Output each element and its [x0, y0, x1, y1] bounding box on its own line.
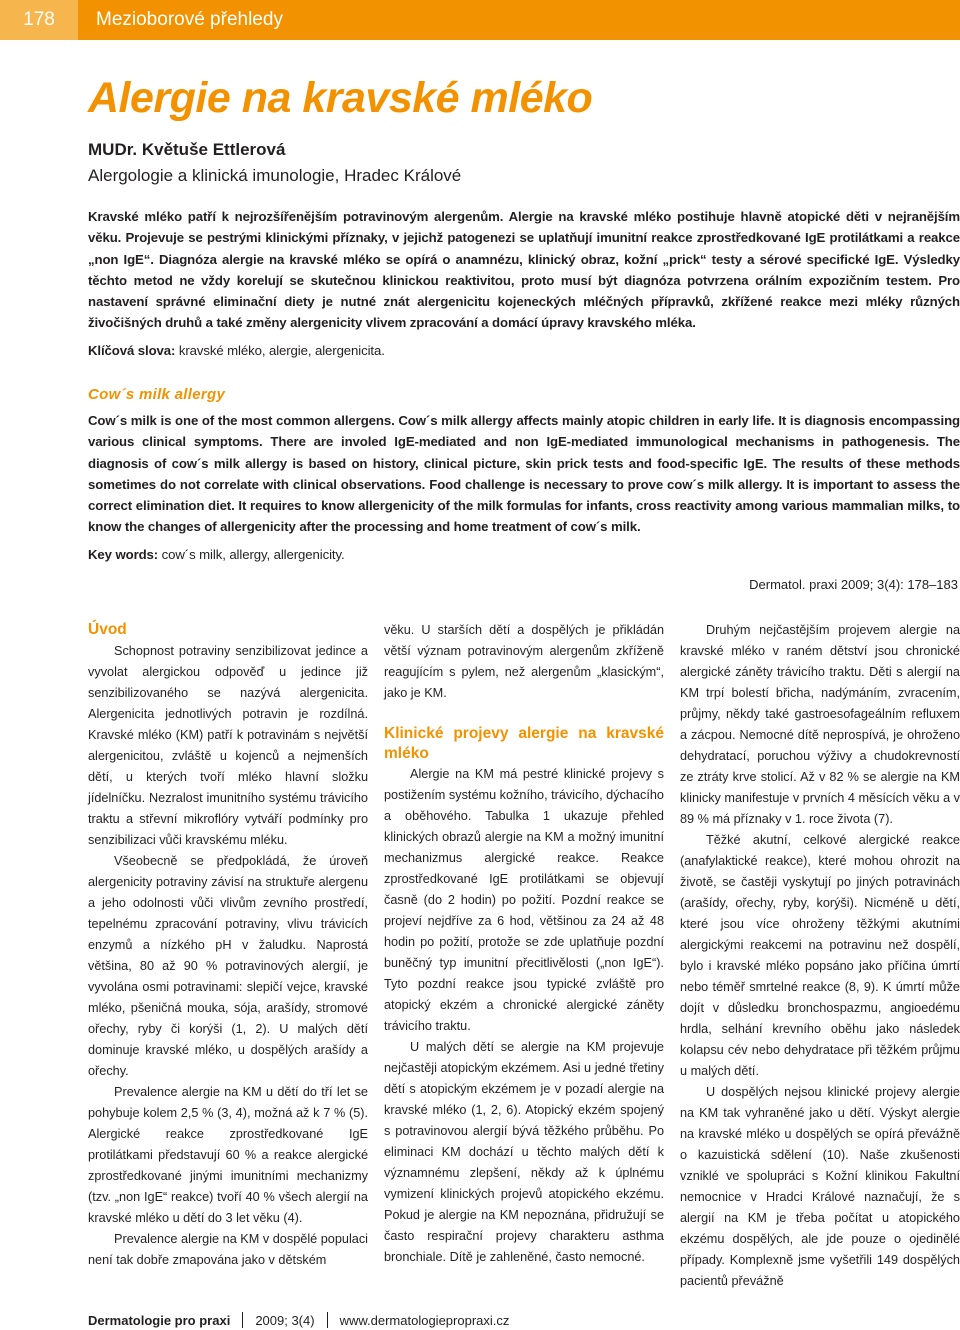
paragraph: Všeobecně se předpokládá, že úroveň alergenicity potraviny závisí na struktuře alergenu a jeho odolnosti vůči vlivům zevního prostředí, tepelnému zpracování potraviny, vlivu trávicích enzymů a nízkého pH v žaludku. Naprostá většina, 80 až 90 % potravinových alergií, je vyvolána osmi potravinami: slepičí vejce, kravské mléko, pšeničná mouka, sója, arašídy, stromové ořechy, ryby či korýši (1, 2). U malých dětí dominuje kravské mléko, u dospělých arašídy a ořechy. [88, 854, 368, 1078]
author-affiliation: Alergologie a klinická imunologie, Hradec Králové [88, 166, 462, 185]
heading-klinicke-projevy: Klinické projevy alergie na kravské mléko [384, 725, 664, 762]
paragraph: Schopnost potraviny senzibilizovat jedince a vyvolat alergickou odpověď u jedince již senzibilizovaného se nazývá alergenicita. Alergenicita jednotlivých potravin je rozdílná. Kravské mléko (KM) patří k potravinám s největší alergenicitou, zvláště u kojenců a nejmenších dětí, u kterých tvoří mléko hlavní složku jídelníčku. Nezralost imunitního systému trávicího traktu a střevní mikroflóry vytváří podmínky pro senzibilizaci vůči kravskému mléku. [88, 644, 368, 847]
abstract-czech [88, 206, 960, 361]
section-title: Mezioborové přehledy [96, 9, 283, 30]
article-title: Alergie na kravské mléko [88, 74, 593, 122]
keywords-english-label: Key words: [88, 546, 159, 562]
citation: Dermatol. praxi 2009; 3(4): 178–183 [749, 577, 958, 592]
keywords-english [88, 544, 960, 565]
column-3 [680, 620, 960, 1292]
paragraph: Alergie na KM má pestré klinické projevy s postižením systému kožního, trávicího, dýchacího a oběhového. Tabulka 1 ukazuje přehled klinických obrazů alergie na KM a možný imunitní mechanizmus alergické reakce. Reakce zprostředkované IgE protilátkami se objevují časně (do 2 hodin) po požití. Pozdní reakce se projeví nejdříve za 6 hod, většinou za 24 až 48 hodin po požití, protože se zde uplatňuje pozdní buněčný typ imunitní přecitlivělosti („non IgE“). Tyto pozdní reakce jsou typické zvláště pro atopický ekzém a chronické alergické záněty trávicího traktu. [384, 767, 664, 1033]
footer-website[interactable]: www.dermatologiepropraxi.cz [339, 1312, 510, 1328]
page-footer [88, 1312, 509, 1328]
keywords-czech [88, 340, 960, 361]
footer-divider [242, 1312, 243, 1328]
abstract-english-title: Cow´s milk allergy [88, 386, 226, 403]
paragraph: Prevalence alergie na KM u dětí do tří let se pohybuje kolem 2,5 % (3, 4), možná až k 7 % (5). Alergické reakce zprostředkované IgE protilátkami představují 60 % a reakce alergické zprostředkované jinými imunitními mechanizmy (tzv. „non IgE“ reakce) tvoří 40 % všech alergií na kravské mléko u dětí do 3 let věku (4). [88, 1085, 368, 1225]
footer-journal: Dermatologie pro praxi [88, 1312, 231, 1328]
paragraph: Druhým nejčastějším projevem alergie na kravské mléko v raném dětství jsou chronické alergické záněty trávicího traktu. Děti s alergií na KM trpí bolestí břicha, nadýmáním, zvracením, průjmy, někdy také gastroesofageálním refluxem a zácpou. Nemocné dítě neprospívá, je ohroženo dehydratací, poruchou výživy a chudokrevností ze ztráty krve stolicí. Až v 82 % se alergie na KM klinicky manifestuje v prvních 4 měsících věku a v 89 % má příznaky v 1. roce života (7). [680, 623, 960, 826]
abstract-english-text: Cow´s milk is one of the most common allergens. Cow´s milk allergy affects mainly atopic children in early life. It is diagnosis encompassing various clinical symptoms. There are involed IgE-mediated and non IgE-mediated immunological mechanisms in pathogenesis. The diagnosis of cow´s milk allergy is based on history, clinical picture, skin prick tests and food-specific IgE. The results of these methods sometimes do not correlate with clinical observations. Food challenge is necessary to prove cow´s milk allergy. It is important to assess the correct elimination diet. It requires to know allergenicity of the milk formulas for infants, cross reactivity among various mammalian milks, to know the changes of allergenicity after the processing and home treatment of cow´s milk. [88, 413, 960, 535]
author-name: MUDr. Květuše Ettlerová [88, 140, 286, 159]
keywords-english-value: cow´s milk, allergy, allergenicity. [158, 546, 345, 562]
paragraph: U dospělých nejsou klinické projevy alergie na KM tak vyhraněné jako u dětí. Výskyt alergie na kravské mléko u dospělých se opírá převážně o kazuistická sdělení (10). Naše zkušenosti vzniklé ve spolupráci s Kožní klinikou Fakultní nemocnice v Hradci Králové naznačují, že s alergií na KM je třeba počítat u atopického ekzému dospělých, ale jde pouze o ojedinělé případy. Komplexně jsme vyšetřili 149 dospělých pacientů převážně [680, 1085, 960, 1288]
keywords-czech-value: kravské mléko, alergie, alergenicita. [175, 342, 385, 358]
paragraph: U malých dětí se alergie na KM projevuje nejčastěji atopickým ekzémem. Asi u jedné třetiny dětí s atopickým ekzémem je v pozadí alergie na kravské mléko (1, 2, 6). Atopický ekzém spojený s potravinovou alergií bývá těžkého průběhu. Po eliminaci KM dochází u těchto malých dětí k významnému zlepšení, někdy až k úplnému vymizení klinických projevů atopického ekzému. Pokud je alergie na KM nepoznána, přidružují se často respirační projevy charakteru asthma bronchiale. Dítě je zahleněné, často nemocné. [384, 1040, 664, 1264]
paragraph: Těžké akutní, celkové alergické reakce (anafylaktické reakce), které mohou ohrozit na životě, se častěji vyskytují po jiných potravinách (arašídy, ořechy, ryby, korýši). Nicméně u dětí, které jsou více ohroženy těžkými akutními alergickými reakcemi na potravinu než dospělí, bylo i kravské mléko popsáno jako příčina úmrtí nebo téměř smrtelné reakce (8, 9). K úmrtí může dojít v důsledku bronchospazmu, angioedému hrdla, selhání krevního oběhu jako následek kolapsu cév nebo dehydratace při těžkém průjmu u malých dětí. [680, 833, 960, 1078]
page-number: 178 [0, 0, 78, 40]
footer-divider [327, 1312, 328, 1328]
footer-issue: 2009; 3(4) [255, 1312, 315, 1328]
paragraph-continued: věku. U starších dětí a dospělých je přikládán větší význam potravinovým alergenům zkříženě reagujícím s pylem, než alergenům „klasickým“, jako je KM. [384, 623, 664, 700]
keywords-czech-label: Klíčová slova: [88, 342, 176, 358]
column-2 [384, 620, 664, 1268]
abstract-czech-text: Kravské mléko patří k nejrozšířenějším potravinovým alergenům. Alergie na kravské mléko postihuje hlavně atopické děti v nejranějším věku. Projevuje se pestrými klinickými příznaky, v jejichž patogenezi se uplatňují imunitní reakce zprostředkované IgE protilátkami a reakce „non IgE“. Diagnóza alergie na kravské mléko se opírá o anamnézu, klinický obraz, kožní „prick“ testy a sérové specifické IgE. Výsledky těchto metod ne vždy korelují se skutečnou klinickou reaktivitou, proto musí být diagnóza potvrzena orálním expozičním testem. Pro nastavení správné eliminační diety je nutné znát alergenicitu kojeneckých mléčných přípravků, zkřížené reakce mezi mléky různých živočišných druhů a také změny alergenicity vlivem zpracování a domácí úpravy kravského mléka. [88, 209, 960, 331]
heading-uvod: Úvod [88, 621, 127, 638]
abstract-english [88, 410, 960, 565]
column-1 [88, 620, 368, 1271]
paragraph: Prevalence alergie na KM v dospělé populaci není tak dobře zmapována jako v dětském [88, 1232, 368, 1267]
